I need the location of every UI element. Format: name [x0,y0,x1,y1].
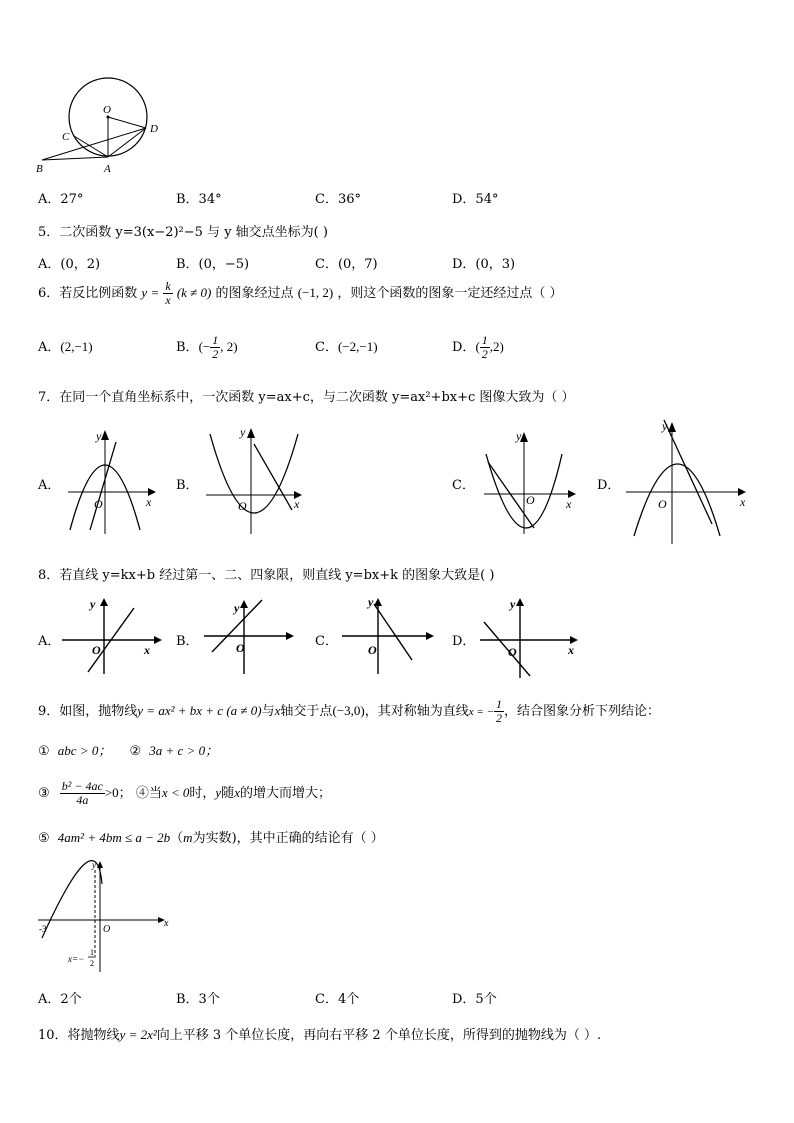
q7d-o: O [658,497,667,511]
q8b-o: O [236,641,245,655]
q6-option-a-label: A． [38,340,61,355]
q8-option-c-label: C． [315,634,338,649]
q6-func-fraction [163,280,172,307]
q7a-x: x [146,495,152,509]
q6-option-d-post: ,2) [489,339,504,354]
q9-stem-c: 轴交于点 [280,704,333,719]
line-bc-d [42,128,146,160]
q8-graph-c [338,592,438,676]
line-od [108,117,146,128]
q7c-y: y [516,429,522,443]
q9-stem [38,696,660,727]
q9-c3-fraction [60,780,105,807]
q7-graph-a [60,422,160,534]
q9-stem-e: ，结合图象分析下列结论： [503,704,660,719]
q6-option-c-value: (−2,−1) [337,339,378,354]
q9-c2: 3a + c > 0； [149,743,219,758]
q9-option-d: D．5个 [452,992,497,1007]
q6-stem-start: 6．若反比例函数 [38,286,138,301]
q9-c5-paren: （ [170,831,184,846]
q7c-x: x [566,497,572,511]
q9-c4-x: x [234,785,240,800]
q9-c5-label: ⑤ [38,831,50,846]
q9-c2-label: ② [129,744,142,759]
q6-point: (−1, 2) [297,285,334,300]
q8d-y: y [510,597,516,611]
q6-option-b-den: 2 [212,347,219,361]
q6-option-a-value: (2,−1) [60,339,93,354]
q9-c5: 4am² + 4bm ≤ a − 2b [57,830,171,845]
q6-option-d-pre: ( [475,339,480,354]
q6-option-a [38,334,93,361]
q9-c3-rest: >0； [104,785,132,800]
q8c-y: y [368,595,374,609]
q9-c3-den: 4a [76,793,89,807]
q6-func-den: x [165,293,171,307]
q6-option-b-num: 1 [212,333,219,347]
q5-stem: 5．二次函数 y=3(x−2)²−5 与 y 轴交点坐标为( ) [38,225,328,240]
q9-c4-label: ④当 [135,786,162,801]
q9-axis-fraction [494,698,504,725]
q9-fig-axis-num: 1 [90,948,94,957]
q6-func-lhs: y = [141,285,160,300]
q7-option-a-label: A． [38,478,61,493]
q5-option-a: A．(0，2) [38,257,101,272]
q5-option-b: B．(0，−5) [176,257,250,272]
q6-stem [38,278,562,309]
q7-option-b-label: B． [176,478,199,493]
q9-fig-x: x [164,918,169,929]
q6-option-d [452,334,504,361]
label-a: A [104,163,111,175]
q9-option-c: C．4个 [315,992,360,1007]
q9-c1-label: ① [38,744,50,759]
label-d: D [150,123,158,135]
q9-c4-end: 的增大而增大； [239,786,331,801]
q6-option-b [176,334,238,361]
q9-stem-d: ，其对称轴为直线 [364,704,469,719]
q6-stem-end: ，则这个函数的图象一定还经过点（ ） [337,286,563,301]
q9-axis-num: 1 [495,697,502,711]
q9-x-axis-var: x [274,703,281,718]
q9-option-a: A．2个 [38,992,82,1007]
q5-option-d: D．(0，3) [452,257,516,272]
q8-graph-a [60,594,164,676]
q8c-o: O [368,643,377,657]
q9-c5-end: 为实数)，其中正确的结论有（ ） [192,831,384,846]
q7-option-c-label: C． [452,478,475,493]
q7-graph-d [620,416,760,544]
q9-option-b: B．3个 [176,992,220,1007]
q9-stem-a: 9．如图，抛物线 [38,704,138,719]
q8-option-b-label: B． [176,634,199,649]
q7b-x: x [294,497,300,511]
line-ad [108,128,146,157]
q6-option-d-label: D． [452,340,476,355]
q8-graph-b [200,594,298,676]
q8b-y: y [234,601,240,615]
q6-option-b-fraction [210,334,220,361]
q7-stem: 7．在同一个直角坐标系中，一次函数 y=ax+c，与二次函数 y=ax²+bx+c 图像大致为（ ） [38,390,575,405]
q4-option-d: D．54° [452,192,499,207]
q9-fig-axis-lhs: x=− [68,954,85,964]
q8a-o: O [92,643,101,657]
q9-c4-y: y [215,785,222,800]
q6-option-c [315,334,378,361]
q8d-x: x [568,643,574,657]
q8-option-d-label: D． [452,634,476,649]
q9-fig-axis-den: 2 [90,959,94,968]
q9-fig-y: y [92,860,96,870]
q9-c3-num: b² − 4ac [61,779,103,793]
q9-point: (−3,0) [332,703,365,718]
q6-option-b-pre: (− [198,339,211,354]
q9-c5-m: m [183,830,193,845]
q4-option-b: B．34° [176,192,222,207]
q8a-x: x [144,643,150,657]
label-c: C [62,131,70,143]
q6-option-b-label: B． [176,340,199,355]
q9-conclusions-row2 [38,776,331,811]
q4-option-c: C．36° [315,192,361,207]
q9-parabola-figure [36,856,176,976]
q9-c4-mid: 时， [189,786,216,801]
q10-stem-a: 10．将抛物线 [38,1028,120,1043]
q7-option-d-label: D． [597,478,621,493]
q8a-y: y [90,597,96,611]
q5-option-c: C．(0，7) [315,257,378,272]
q10-stem [38,1024,601,1043]
q6-option-b-post: , 2) [220,339,238,354]
label-o: O [103,104,111,116]
q9-c3-label: ③ [38,786,50,801]
q9-c1: abc > 0； [57,743,112,758]
q7d-x: x [740,495,746,509]
q9-conclusions-row3 [38,827,384,846]
q8d-o: O [508,645,517,659]
q7b-o: O [238,499,247,513]
q7a-o: O [94,497,103,511]
q9-conclusions-row1 [38,740,218,759]
q9-parabola: y = ax² + bx + c (a ≠ 0) [137,703,262,718]
q6-option-d-fraction [480,334,490,361]
q6-func-num: k [165,279,171,293]
q6-func-cond: (k ≠ 0) [176,285,212,300]
q10-parabola: y = 2x² [119,1027,157,1042]
q9-c4-mid2: 随 [221,786,235,801]
line-ca [74,136,108,157]
q8-stem: 8．若直线 y=kx+b 经过第一、二、四象限，则直线 y=bx+k 的图象大致是( ) [38,568,495,583]
q4-circle-figure [34,70,174,178]
q8-graph-d [478,594,582,680]
q9-axis-den: 2 [495,711,502,725]
q7-graph-c [480,422,580,534]
q9-axis-lhs: x = − [468,706,494,718]
label-b: B [36,163,43,175]
q9-c4-cond: x < 0 [161,785,190,800]
q9-stem-b: 与 [261,704,275,719]
q6-option-d-den: 2 [481,347,488,361]
q8-option-a-label: A． [38,634,61,649]
q7b-y: y [240,425,246,439]
q9-fig-neg3: -3 [39,924,47,934]
q6-stem-mid: 的图象经过点 [215,286,294,301]
q6-option-d-num: 1 [481,333,488,347]
q7c-o: O [526,493,535,507]
q4-option-a: A．27° [38,192,84,207]
q7d-y: y [662,419,668,433]
q7-graph-b [196,422,306,534]
q9-fig-o: O [103,924,111,935]
q7a-y: y [96,429,102,443]
q6-option-c-label: C． [315,340,338,355]
q10-stem-b: 向上平移 3 个单位长度，再向右平移 2 个单位长度，所得到的抛物线为（ ）. [156,1028,602,1043]
